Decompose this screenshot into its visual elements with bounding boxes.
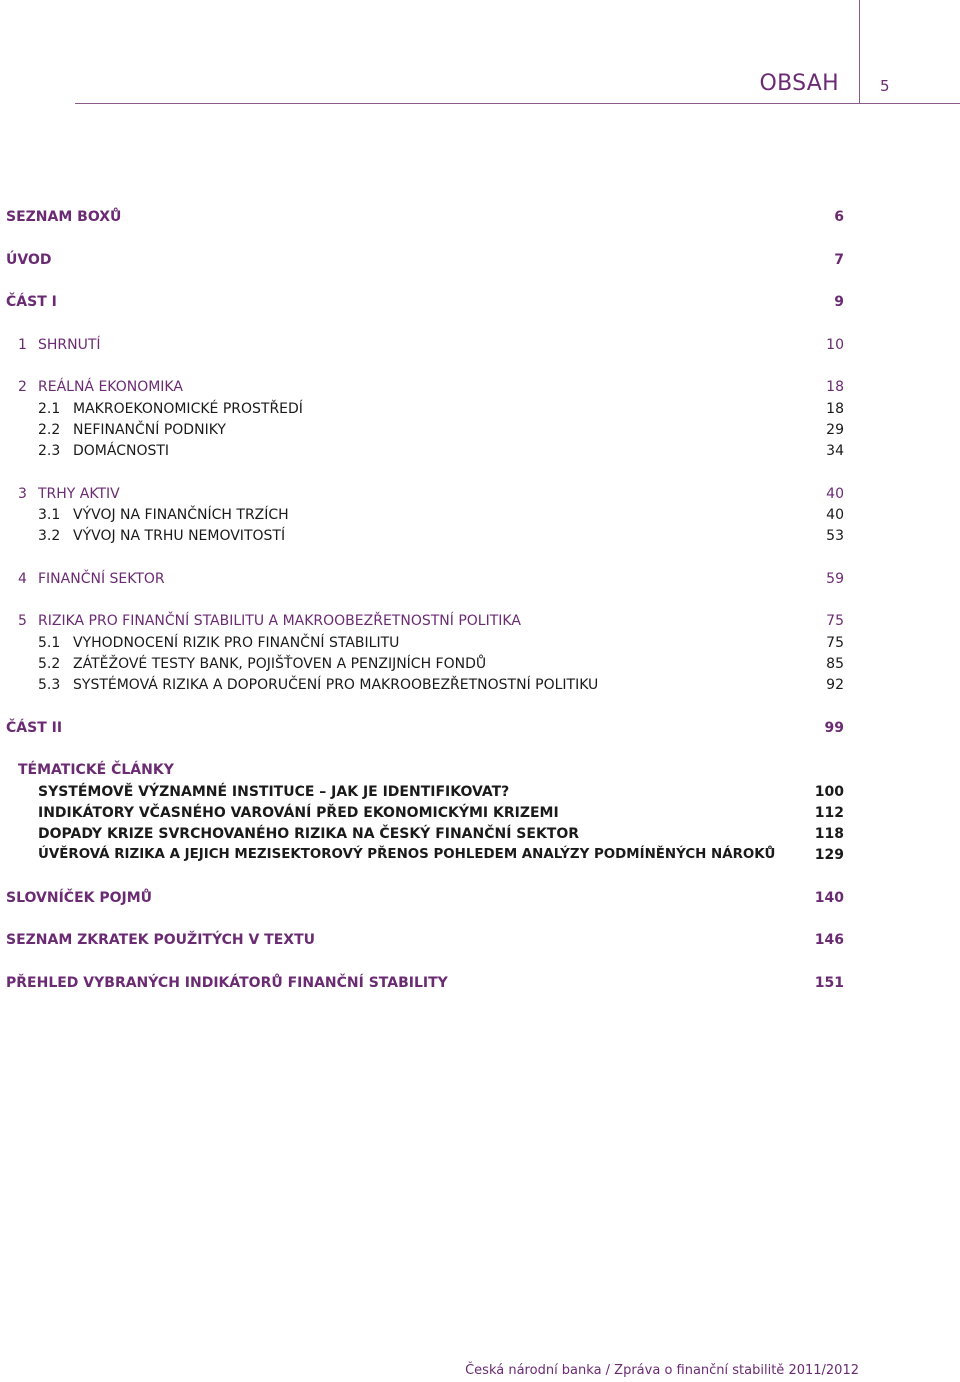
page-number: 5: [880, 77, 890, 95]
toc-entry-section-3-2[interactable]: [0, 526, 960, 546]
toc-entry-seznam-boxu[interactable]: [0, 207, 960, 227]
toc-entry-page: 118: [814, 826, 844, 842]
toc-entry-number: 5.1: [38, 635, 61, 651]
toc-entry-article-1[interactable]: [0, 782, 960, 802]
toc-entry-label: FINANČNÍ SEKTOR: [38, 571, 165, 587]
toc-entry-label: NEFINANČNÍ PODNIKY: [73, 422, 226, 438]
toc-entry-label: SYSTÉMOVÁ RIZIKA A DOPORUČENÍ PRO MAKROOBEZŘETNOSTNÍ POLITIKU: [73, 677, 599, 693]
toc-entry-label: INDIKÁTORY VČASNÉHO VAROVÁNÍ PŘED EKONOMICKÝMI KRIZEMI: [38, 805, 559, 821]
toc-entry-label: DOPADY KRIZE SVRCHOVANÉHO RIZIKA NA ČESKÝ FINANČNÍ SEKTOR: [38, 826, 580, 842]
toc-entry-label: ČÁST II: [6, 720, 63, 736]
page-title: OBSAH: [759, 71, 839, 96]
toc-entry-label: ÚVOD: [6, 252, 52, 268]
toc-entry-cast-2[interactable]: [0, 718, 960, 738]
toc-entry-label: SEZNAM BOXŮ: [6, 209, 122, 225]
toc-entry-label: REÁLNÁ EKONOMIKA: [38, 379, 183, 395]
toc-entry-article-3[interactable]: [0, 824, 960, 844]
header-divider-vertical: [859, 0, 860, 103]
toc-entry-label: SLOVNÍČEK POJMŮ: [6, 890, 153, 906]
toc-entry-cast-1[interactable]: [0, 292, 960, 312]
toc-entry-chapter-5[interactable]: [0, 611, 960, 631]
toc-entry-page: 85: [826, 656, 844, 672]
toc-entry-page: 9: [834, 294, 844, 310]
toc-group-label: TÉMATICKÉ ČLÁNKY: [18, 762, 174, 778]
toc-entry-page: 29: [826, 422, 844, 438]
toc-entry-label: ÚVĚROVÁ RIZIKA A JEJICH MEZISEKTOROVÝ PŘENOS POHLEDEM ANALÝZY PODMÍNĚNÝCH NÁROKŮ: [38, 847, 776, 862]
toc-entry-section-2-3[interactable]: [0, 441, 960, 461]
toc-entry-page: 112: [814, 805, 844, 821]
toc-entry-page: 75: [826, 635, 844, 651]
toc-entry-chapter-2[interactable]: [0, 377, 960, 397]
toc-entry-number: 4: [18, 571, 27, 587]
toc-entry-zkratky[interactable]: [0, 930, 960, 950]
toc-entry-number: 1: [18, 337, 27, 353]
toc-entry-page: 18: [826, 379, 844, 395]
toc-entry-page: 40: [826, 507, 844, 523]
toc-entry-number: 2.1: [38, 401, 61, 417]
page-footer: Česká národní banka / Zpráva o finanční stabilitě 2011/2012: [465, 1363, 859, 1378]
toc-entry-chapter-4[interactable]: [0, 569, 960, 589]
toc-entry-label: SYSTÉMOVĚ VÝZNAMNÉ INSTITUCE – JAK JE IDENTIFIKOVAT?: [38, 784, 510, 800]
toc-entry-page: 151: [814, 975, 844, 991]
toc-entry-page: 7: [834, 252, 844, 268]
toc-entry-article-4[interactable]: [0, 845, 960, 865]
toc-entry-number: 5.3: [38, 677, 61, 693]
toc-group-tematicke-clanky: [0, 760, 960, 780]
toc-entry-section-3-1[interactable]: [0, 505, 960, 525]
toc-entry-label: VÝVOJ NA TRHU NEMOVITOSTÍ: [73, 528, 286, 544]
header-divider-horizontal: [75, 103, 960, 104]
toc-entry-label: TRHY AKTIV: [38, 486, 120, 502]
toc-entry-article-2[interactable]: [0, 803, 960, 823]
toc-entry-number: 2.3: [38, 443, 61, 459]
toc-entry-label: RIZIKA PRO FINANČNÍ STABILITU A MAKROOBEZŘETNOSTNÍ POLITIKA: [38, 613, 521, 629]
toc-entry-number: 3.1: [38, 507, 61, 523]
toc-entry-section-5-1[interactable]: [0, 633, 960, 653]
toc-entry-slovnicek[interactable]: [0, 888, 960, 908]
toc-entry-label: DOMÁCNOSTI: [73, 443, 170, 459]
toc-entry-page: 40: [826, 486, 844, 502]
toc-entry-page: 6: [834, 209, 844, 225]
toc-entry-page: 92: [826, 677, 844, 693]
toc-entry-page: 146: [814, 932, 844, 948]
toc-entry-number: 5.2: [38, 656, 61, 672]
toc-entry-label: SEZNAM ZKRATEK POUŽITÝCH V TEXTU: [6, 932, 315, 948]
toc-entry-section-5-3[interactable]: [0, 675, 960, 695]
toc-entry-page: 75: [826, 613, 844, 629]
toc-entry-number: 3.2: [38, 528, 61, 544]
toc-entry-label: MAKROEKONOMICKÉ PROSTŘEDÍ: [73, 401, 303, 417]
toc-entry-section-5-2[interactable]: [0, 654, 960, 674]
toc-entry-page: 140: [814, 890, 844, 906]
toc-entry-page: 18: [826, 401, 844, 417]
toc-entry-label: ZÁTĚŽOVÉ TESTY BANK, POJIŠŤOVEN A PENZIJNÍCH FONDŮ: [73, 656, 487, 672]
toc-entry-chapter-1[interactable]: [0, 335, 960, 355]
toc-entry-page: 53: [826, 528, 844, 544]
toc-entry-label: VÝVOJ NA FINANČNÍCH TRZÍCH: [73, 507, 289, 523]
toc-entry-label: ČÁST I: [6, 294, 57, 310]
toc-entry-uvod[interactable]: [0, 250, 960, 270]
toc-entry-page: 34: [826, 443, 844, 459]
toc-entry-section-2-2[interactable]: [0, 420, 960, 440]
toc-entry-number: 2.2: [38, 422, 61, 438]
toc-entry-section-2-1[interactable]: [0, 399, 960, 419]
toc-entry-number: 5: [18, 613, 27, 629]
toc-entry-number: 2: [18, 379, 27, 395]
toc-entry-page: 129: [814, 847, 844, 863]
toc-entry-number: 3: [18, 486, 27, 502]
toc-entry-label: PŘEHLED VYBRANÝCH INDIKÁTORŮ FINANČNÍ STABILITY: [6, 975, 448, 991]
toc-entry-chapter-3[interactable]: [0, 484, 960, 504]
toc-entry-prehled-indikatoru[interactable]: [0, 973, 960, 993]
toc-entry-page: 99: [824, 720, 844, 736]
toc-entry-page: 100: [814, 784, 844, 800]
toc-entry-page: 59: [826, 571, 844, 587]
toc-entry-label: SHRNUTÍ: [38, 337, 101, 353]
toc-entry-page: 10: [826, 337, 844, 353]
toc-entry-label: VYHODNOCENÍ RIZIK PRO FINANČNÍ STABILITU: [73, 635, 400, 651]
